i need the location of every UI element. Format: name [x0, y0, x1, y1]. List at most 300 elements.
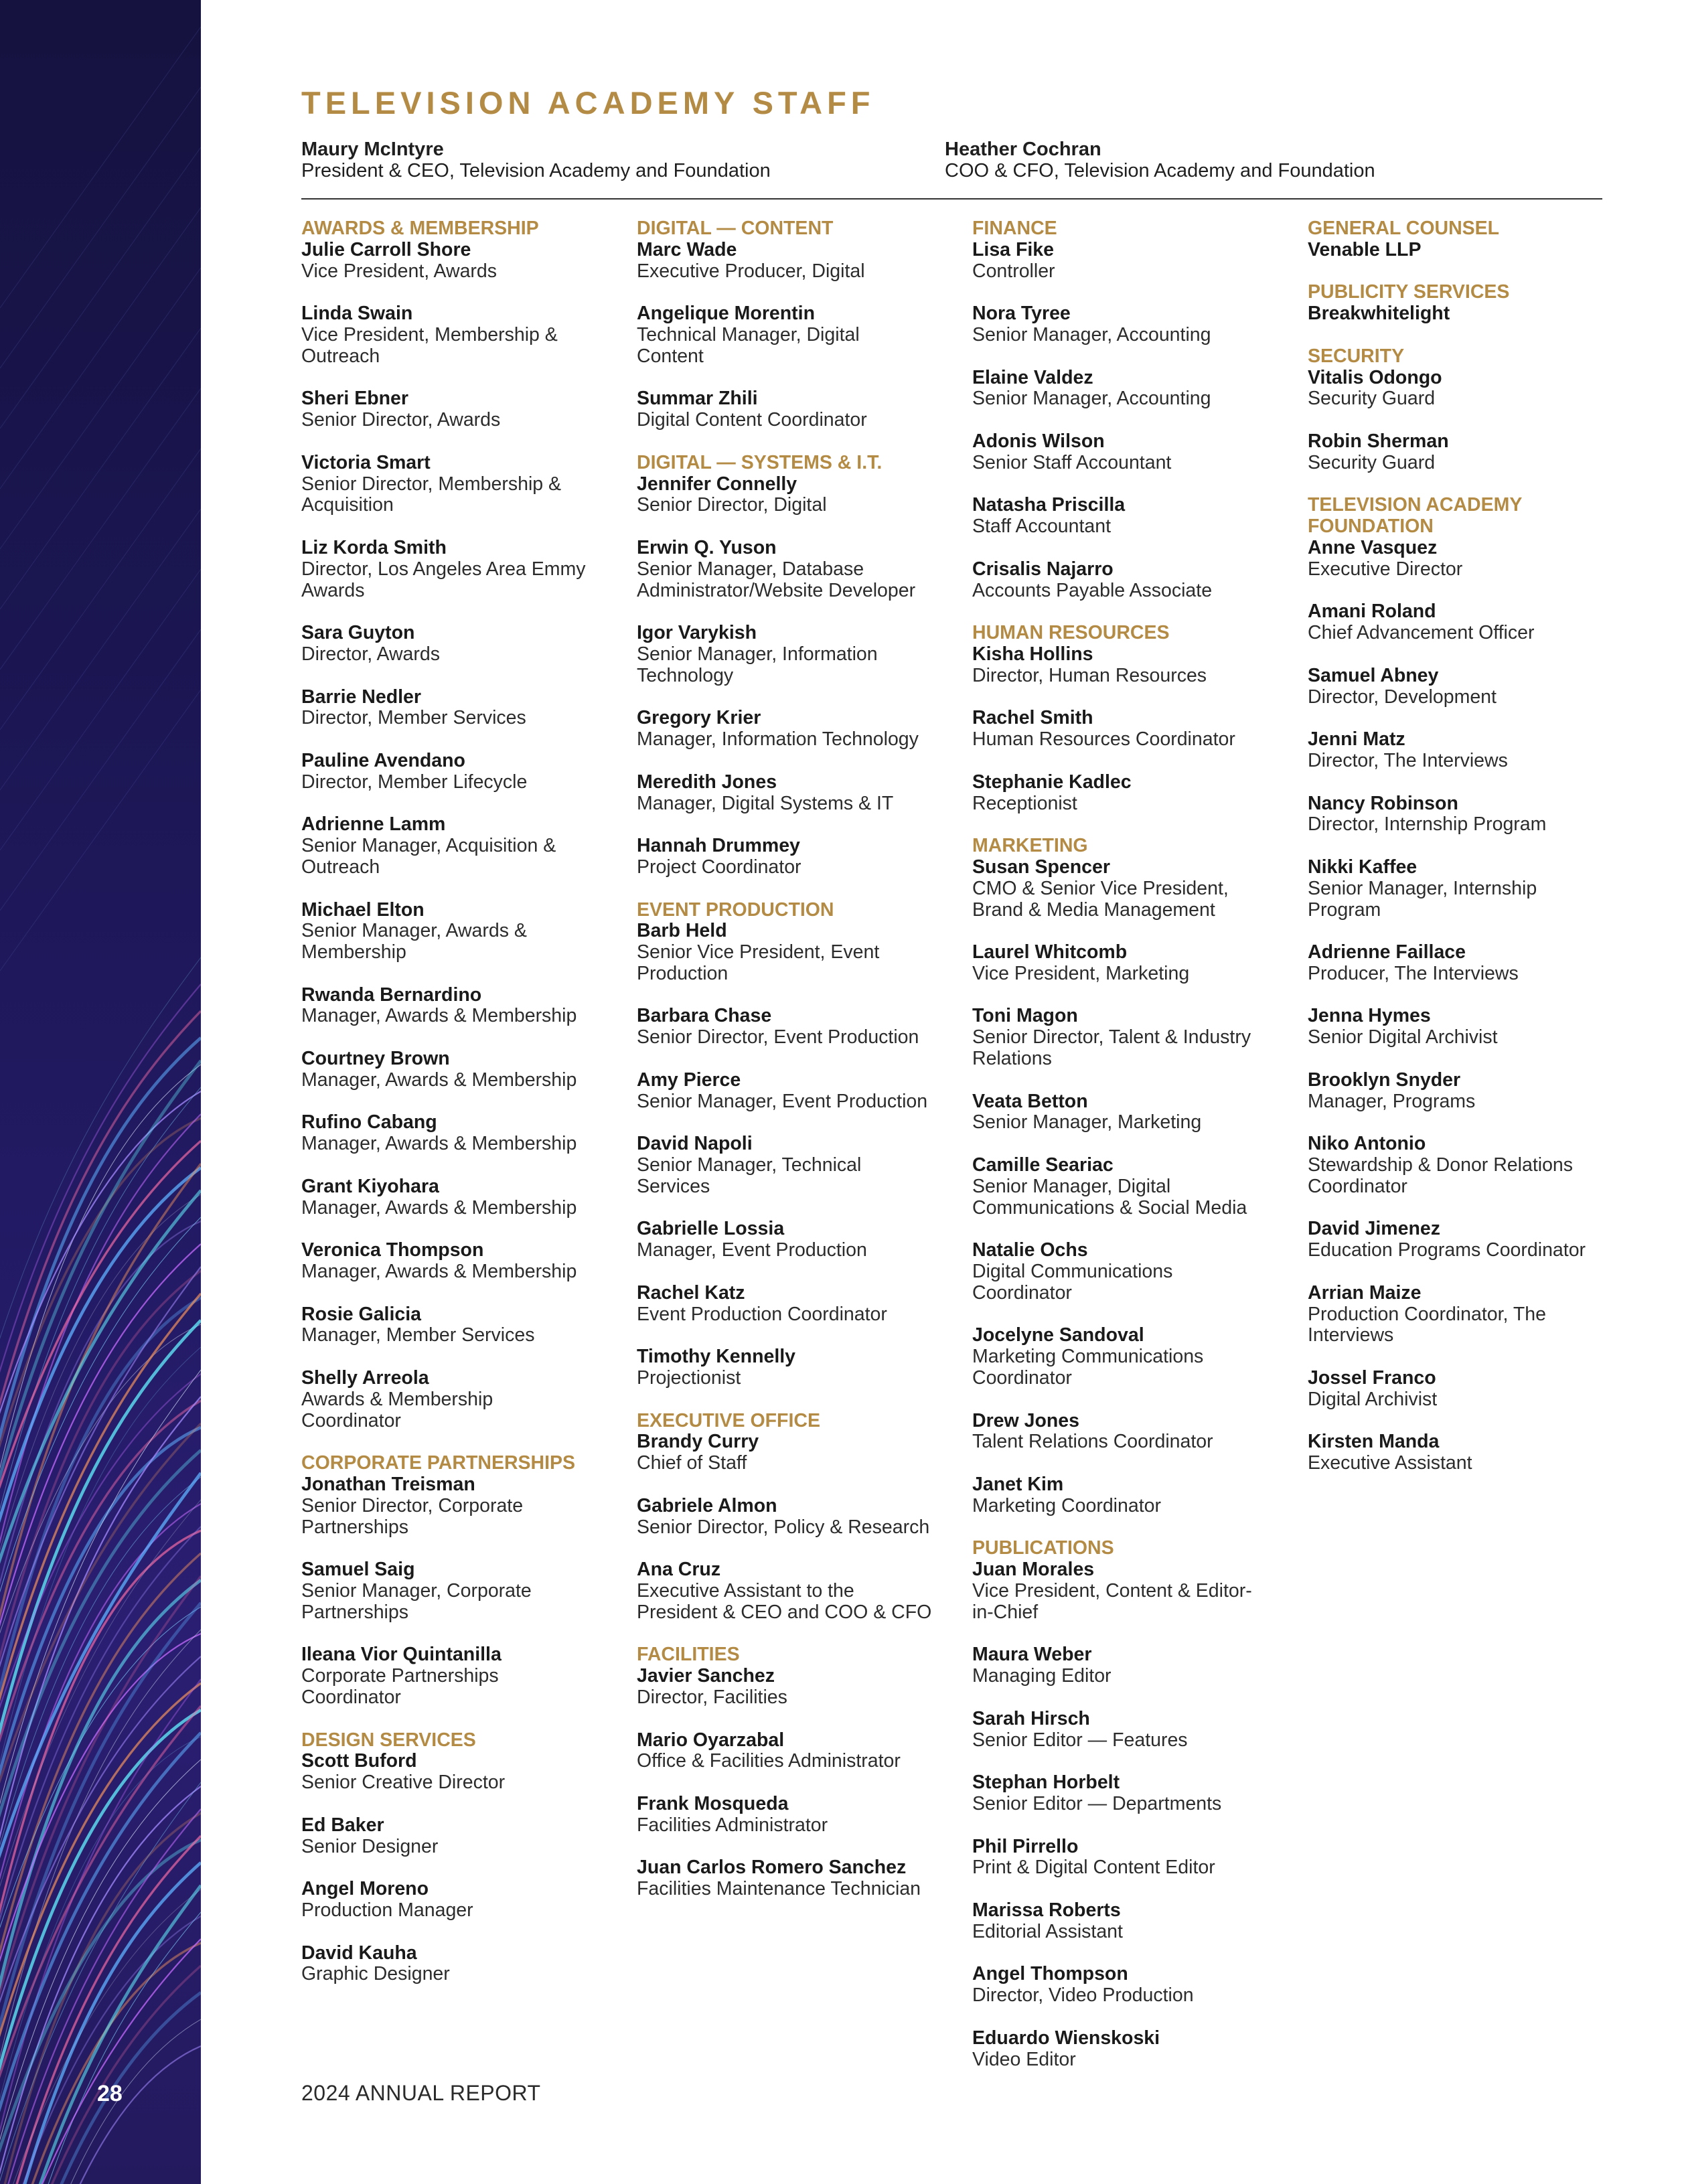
leader-name: Heather Cochran	[945, 139, 1101, 160]
leader-entry	[301, 139, 771, 181]
staff-role: Senior Digital Archivist	[1308, 1026, 1498, 1048]
light-streak	[0, 1244, 201, 1730]
staff-role: Manager, Awards & Membership	[301, 1005, 577, 1027]
light-streak	[0, 449, 201, 730]
department-title: AWARDS & MEMBERSHIP	[301, 218, 539, 239]
staff-role: Program	[1308, 899, 1381, 921]
department-title: DIGITAL — CONTENT	[637, 218, 834, 239]
staff-name: Adonis Wilson	[972, 430, 1105, 452]
staff-entry	[301, 985, 623, 1028]
staff-name: Susan Spencer	[972, 856, 1110, 878]
staff-column	[301, 218, 623, 2007]
staff-entry	[637, 836, 958, 878]
staff-role: Manager, Awards & Membership	[301, 1069, 577, 1091]
staff-role: Production	[637, 962, 729, 984]
staff-entry	[301, 538, 623, 601]
staff-role: Manager, Information Technology	[637, 728, 919, 751]
staff-name: Sara Guyton	[301, 622, 415, 644]
department-title: TELEVISION ACADEMY FOUNDATION	[1308, 494, 1522, 538]
staff-entry	[301, 1474, 623, 1538]
staff-entry	[1308, 538, 1629, 580]
staff-entry	[1308, 1368, 1629, 1411]
staff-role: Manager, Member Services	[301, 1324, 535, 1346]
staff-entry	[301, 623, 623, 666]
staff-name: Brandy Curry	[637, 1431, 759, 1453]
department-section	[637, 453, 958, 878]
staff-role: Marketing Coordinator	[972, 1494, 1161, 1516]
department-title: EVENT PRODUCTION	[637, 899, 834, 921]
staff-name: Scott Buford	[301, 1750, 417, 1772]
staff-name: David Napoli	[637, 1133, 753, 1155]
department-section	[972, 623, 1294, 814]
staff-role: Vice President, Awards	[301, 260, 498, 282]
staff-entry	[972, 1411, 1294, 1454]
staff-entry	[1308, 857, 1629, 921]
staff-role: Senior Director, Talent & Industry	[972, 1026, 1251, 1048]
department-title: PUBLICATIONS	[972, 1537, 1114, 1559]
department-title: EXECUTIVE OFFICE	[637, 1409, 820, 1431]
staff-entry	[1308, 1134, 1629, 1197]
staff-name: Amy Pierce	[637, 1069, 741, 1091]
staff-entry	[1308, 666, 1629, 708]
staff-name: Gregory Krier	[637, 707, 761, 729]
staff-entry	[1308, 1431, 1629, 1474]
staff-role: Graphic Designer	[301, 1963, 450, 1985]
staff-entry	[301, 751, 623, 793]
staff-role: Human Resources Coordinator	[972, 728, 1235, 751]
staff-role: Digital Content Coordinator	[637, 409, 867, 431]
staff-entry	[637, 1134, 958, 1197]
staff-entry	[972, 1091, 1294, 1134]
leader-entry	[945, 139, 1375, 181]
staff-role: Senior Director, Policy & Research	[637, 1516, 930, 1538]
staff-role: Senior Staff Accountant	[972, 451, 1172, 473]
staff-entry	[972, 431, 1294, 474]
staff-entry	[637, 1006, 958, 1048]
staff-role: Director, Facilities	[637, 1686, 787, 1708]
staff-entry	[972, 2028, 1294, 2071]
staff-name: Nora Tyree	[972, 303, 1071, 325]
staff-name: Samuel Abney	[1308, 664, 1439, 686]
staff-entry	[301, 900, 623, 963]
staff-role: Interviews	[1308, 1324, 1394, 1346]
staff-entry	[637, 708, 958, 751]
staff-role: Acquisition	[301, 494, 394, 516]
header-divider	[301, 198, 1602, 200]
staff-entry	[301, 687, 623, 730]
staff-role: Vice President, Content & Editor-	[972, 1580, 1252, 1602]
staff-column	[972, 218, 1294, 2092]
staff-role: Facilities Administrator	[637, 1814, 828, 1836]
staff-name: Meredith Jones	[637, 771, 777, 793]
staff-role: Manager, Awards & Membership	[301, 1261, 577, 1283]
staff-entry	[301, 1815, 623, 1858]
staff-role: Chief Advancement Officer	[1308, 622, 1535, 644]
staff-entry	[972, 1709, 1294, 1751]
staff-name: Erwin Q. Yuson	[637, 536, 777, 558]
staff-role: Technology	[637, 664, 734, 686]
staff-role: Senior Creative Director	[301, 1772, 506, 1794]
staff-role: Partnerships	[301, 1601, 408, 1623]
staff-entry	[637, 623, 958, 686]
staff-name: Javier Sanchez	[637, 1665, 775, 1687]
department-title: FACILITIES	[637, 1644, 740, 1666]
light-streak	[0, 1966, 201, 2184]
department-section	[637, 900, 958, 1389]
staff-role: Coordinator	[1308, 1175, 1407, 1197]
staff-entry	[1308, 240, 1629, 261]
staff-name: Brooklyn Snyder	[1308, 1069, 1461, 1091]
staff-name: Summar Zhili	[637, 388, 758, 410]
department-section	[1308, 346, 1629, 474]
staff-entry	[637, 921, 958, 984]
staff-role: Senior Manager, Awards &	[301, 920, 527, 942]
department-section	[301, 1453, 623, 1709]
staff-name: Jocelyne Sandoval	[972, 1324, 1144, 1346]
report-label: 2024 ANNUAL REPORT	[301, 2081, 541, 2105]
staff-role: Senior Manager, Information	[637, 643, 878, 665]
department-section	[1308, 282, 1629, 325]
staff-role: Administrator/Website Developer	[637, 579, 916, 601]
staff-role: Video Editor	[972, 2048, 1076, 2070]
staff-name: Eduardo Wienskoski	[972, 2027, 1160, 2049]
staff-role: Staff Accountant	[972, 516, 1112, 538]
department-section	[972, 836, 1294, 1517]
staff-entry	[972, 559, 1294, 602]
staff-entry	[1308, 942, 1629, 985]
staff-role: Editorial Assistant	[972, 1920, 1123, 1942]
staff-role: Producer, The Interviews	[1308, 962, 1519, 984]
staff-role: Outreach	[301, 856, 380, 878]
staff-name: Elaine Valdez	[972, 366, 1093, 388]
staff-role: Senior Editor — Features	[972, 1729, 1188, 1751]
light-streak	[0, 27, 201, 308]
staff-entry	[1308, 1006, 1629, 1048]
department-title: PUBLICITY SERVICES	[1308, 281, 1510, 303]
staff-entry	[972, 644, 1294, 687]
staff-entry	[637, 1559, 958, 1623]
department-section	[1308, 495, 1629, 1474]
staff-name: Jenna Hymes	[1308, 1005, 1431, 1027]
staff-role: Membership	[301, 941, 406, 963]
staff-name: Julie Carroll Shore	[301, 238, 471, 260]
staff-role: Production Manager	[301, 1899, 473, 1921]
staff-entry	[301, 1112, 623, 1155]
staff-name: Courtney Brown	[301, 1048, 450, 1070]
staff-entry	[637, 1283, 958, 1326]
staff-name: Kisha Hollins	[972, 643, 1093, 665]
staff-entry	[1308, 303, 1629, 325]
department-section	[1308, 218, 1629, 261]
staff-role: Manager, Awards & Membership	[301, 1196, 577, 1219]
staff-name: Nikki Kaffee	[1308, 856, 1418, 878]
staff-role: Director, Video Production	[972, 1984, 1194, 2007]
staff-name: Michael Elton	[301, 899, 425, 921]
staff-role: Director, The Interviews	[1308, 749, 1508, 771]
staff-name: Barbara Chase	[637, 1005, 772, 1027]
staff-entry	[972, 1772, 1294, 1815]
staff-role: Chief of Staff	[637, 1452, 747, 1474]
staff-role: Senior Manager, Corporate	[301, 1580, 532, 1602]
staff-name: Angel Moreno	[301, 1878, 429, 1900]
staff-role: Office & Facilities Administrator	[637, 1750, 901, 1772]
staff-entry	[972, 942, 1294, 985]
staff-name: Veata Betton	[972, 1090, 1088, 1112]
light-streak	[0, 569, 201, 850]
staff-name: Shelly Arreola	[301, 1367, 429, 1389]
staff-role: Senior Director, Corporate	[301, 1494, 524, 1516]
staff-name: Sheri Ebner	[301, 388, 408, 410]
staff-entry	[972, 1155, 1294, 1219]
staff-role: Communications & Social Media	[972, 1196, 1247, 1219]
staff-role: Education Programs Coordinator	[1308, 1239, 1586, 1261]
department-title: FINANCE	[972, 218, 1057, 239]
staff-role: Senior Manager, Accounting	[972, 388, 1211, 410]
staff-role: Receptionist	[972, 792, 1077, 814]
staff-role: Senior Director, Digital	[637, 494, 827, 516]
staff-name: Victoria Smart	[301, 451, 431, 473]
staff-entry	[301, 1559, 623, 1623]
staff-entry	[1308, 729, 1629, 772]
staff-entry	[301, 1751, 623, 1794]
staff-name: Breakwhitelight	[1308, 303, 1450, 325]
staff-role: Director, Member Lifecycle	[301, 771, 528, 793]
staff-name: Adrienne Faillace	[1308, 941, 1466, 963]
staff-role: Senior Designer	[301, 1835, 439, 1857]
staff-name: Drew Jones	[972, 1409, 1079, 1431]
staff-role: Vice President, Marketing	[972, 962, 1190, 984]
staff-role: Stewardship & Donor Relations	[1308, 1154, 1574, 1176]
staff-column	[1308, 218, 1629, 1496]
staff-role: Director, Internship Program	[1308, 813, 1547, 836]
staff-name: Barb Held	[637, 920, 727, 942]
staff-name: Jossel Franco	[1308, 1367, 1436, 1389]
staff-entry	[637, 772, 958, 815]
staff-name: Phil Pirrello	[972, 1835, 1079, 1857]
staff-entry	[301, 240, 623, 283]
staff-role: Coordinator	[301, 1686, 401, 1708]
staff-name: Kirsten Manda	[1308, 1431, 1440, 1453]
staff-entry	[1308, 1219, 1629, 1261]
staff-role: Director, Member Services	[301, 707, 526, 729]
staff-name: Natasha Priscilla	[972, 494, 1126, 516]
leader-role: President & CEO, Television Academy and Foundation	[301, 160, 771, 181]
staff-role: Talent Relations Coordinator	[972, 1431, 1213, 1453]
staff-role: Security Guard	[1308, 388, 1436, 410]
staff-name: Marissa Roberts	[972, 1899, 1121, 1921]
staff-role: Technical Manager, Digital	[637, 323, 860, 345]
staff-role: Senior Editor — Departments	[972, 1792, 1222, 1814]
staff-entry	[301, 1644, 623, 1708]
light-streaks-graphic	[0, 0, 201, 2184]
staff-role: Coordinator	[972, 1367, 1072, 1389]
staff-name: Vitalis Odongo	[1308, 366, 1442, 388]
staff-role: Accounts Payable Associate	[972, 579, 1213, 601]
light-streak	[0, 208, 201, 489]
staff-role: Production Coordinator, The	[1308, 1303, 1546, 1325]
staff-entry	[301, 388, 623, 431]
staff-entry	[1308, 793, 1629, 836]
staff-name: Rosie Galicia	[301, 1303, 422, 1325]
staff-name: Jennifer Connelly	[637, 473, 797, 495]
staff-role: Director, Human Resources	[972, 664, 1207, 686]
staff-entry	[637, 240, 958, 283]
staff-role: in-Chief	[972, 1601, 1039, 1623]
staff-role: Marketing Communications	[972, 1346, 1204, 1368]
staff-role: Digital Archivist	[1308, 1388, 1438, 1410]
staff-role: Manager, Awards & Membership	[301, 1133, 577, 1155]
light-streak	[0, 147, 201, 428]
staff-entry	[1308, 1070, 1629, 1113]
staff-name: Janet Kim	[972, 1474, 1064, 1496]
staff-entry	[301, 1048, 623, 1091]
staff-name: Maura Weber	[972, 1644, 1092, 1666]
staff-name: Juan Morales	[972, 1559, 1095, 1581]
staff-role: Outreach	[301, 345, 380, 367]
staff-entry	[301, 453, 623, 516]
staff-entry	[637, 1070, 958, 1113]
staff-entry	[972, 303, 1294, 346]
staff-name: Arrian Maize	[1308, 1281, 1422, 1304]
staff-role: Senior Manager, Technical	[637, 1154, 862, 1176]
staff-role: Controller	[972, 260, 1055, 282]
staff-entry	[972, 1006, 1294, 1069]
staff-role: Director, Los Angeles Area Emmy	[301, 558, 586, 580]
light-streak	[0, 388, 201, 670]
staff-role: Security Guard	[1308, 451, 1436, 473]
staff-entry	[972, 1240, 1294, 1304]
staff-name: Jonathan Treisman	[301, 1474, 475, 1496]
light-streak	[0, 1782, 201, 2184]
staff-entry	[637, 1219, 958, 1261]
staff-entry	[637, 1666, 958, 1709]
staff-entry	[637, 1730, 958, 1773]
staff-role: Director, Development	[1308, 686, 1497, 708]
staff-name: Angel Thompson	[972, 1963, 1128, 1985]
staff-entry	[637, 538, 958, 601]
staff-entry	[972, 1325, 1294, 1389]
staff-name: Veronica Thompson	[301, 1239, 484, 1261]
staff-role: Senior Manager, Accounting	[972, 323, 1211, 345]
staff-name: Venable LLP	[1308, 238, 1422, 260]
staff-name: Angelique Morentin	[637, 303, 815, 325]
staff-entry	[972, 1837, 1294, 1879]
staff-name: Lisa Fike	[972, 238, 1054, 260]
staff-entry	[637, 388, 958, 431]
staff-name: Rufino Cabang	[301, 1111, 437, 1134]
department-section	[301, 218, 623, 1431]
staff-role: Event Production Coordinator	[637, 1303, 887, 1325]
department-section	[637, 1644, 958, 1900]
staff-name: Linda Swain	[301, 303, 413, 325]
light-streak	[0, 87, 201, 368]
staff-name: Camille Seariac	[972, 1154, 1114, 1176]
staff-name: Nancy Robinson	[1308, 792, 1458, 814]
staff-role: Executive Assistant	[1308, 1452, 1472, 1474]
staff-entry	[301, 1240, 623, 1283]
staff-role: Senior Vice President, Event	[637, 941, 880, 963]
staff-entry	[1308, 1283, 1629, 1346]
staff-entry	[972, 772, 1294, 815]
light-streak	[0, 1836, 201, 2184]
staff-entry	[637, 1346, 958, 1389]
staff-entry	[972, 857, 1294, 921]
staff-entry	[1308, 368, 1629, 410]
staff-role: Executive Assistant to the	[637, 1580, 854, 1602]
staff-name: Juan Carlos Romero Sanchez	[637, 1857, 907, 1879]
leader-name: Maury McIntyre	[301, 139, 444, 160]
leader-role: COO & CFO, Television Academy and Foundation	[945, 160, 1375, 181]
staff-role: Relations	[972, 1048, 1052, 1070]
staff-role: Senior Manager, Database	[637, 558, 864, 580]
staff-entry	[301, 814, 623, 878]
staff-name: Stephanie Kadlec	[972, 771, 1132, 793]
staff-entry	[301, 1368, 623, 1431]
staff-role: Manager, Event Production	[637, 1239, 867, 1261]
staff-entry	[972, 368, 1294, 410]
department-title: DIGITAL — SYSTEMS & I.T.	[637, 451, 883, 473]
staff-role: Coordinator	[972, 1281, 1072, 1304]
page-number: 28	[97, 2081, 123, 2106]
staff-entry	[637, 1794, 958, 1837]
staff-role: Vice President, Membership &	[301, 323, 558, 345]
staff-name: Ana Cruz	[637, 1559, 721, 1581]
staff-role: Senior Manager, Internship	[1308, 877, 1537, 899]
staff-name: Toni Magon	[972, 1005, 1078, 1027]
staff-role: Senior Director, Awards	[301, 409, 501, 431]
staff-role: Senior Manager, Marketing	[972, 1111, 1202, 1134]
light-streak	[0, 509, 201, 790]
staff-name: Amani Roland	[1308, 601, 1436, 623]
staff-entry	[972, 1474, 1294, 1517]
staff-entry	[1308, 431, 1629, 474]
staff-entry	[637, 303, 958, 367]
department-section	[972, 1538, 1294, 2070]
staff-role: Coordinator	[301, 1409, 401, 1431]
staff-role: Executive Director	[1308, 558, 1463, 580]
staff-entry	[972, 1964, 1294, 2007]
staff-name: Jenni Matz	[1308, 728, 1405, 751]
staff-role: Facilities Maintenance Technician	[637, 1878, 921, 1900]
department-section	[637, 218, 958, 431]
staff-role: Senior Director, Event Production	[637, 1026, 919, 1048]
staff-name: Hannah Drummey	[637, 835, 800, 857]
staff-entry	[1308, 601, 1629, 644]
staff-name: Ed Baker	[301, 1814, 384, 1836]
staff-entry	[301, 1943, 623, 1986]
staff-entry	[972, 1559, 1294, 1623]
staff-name: Pauline Avendano	[301, 749, 465, 771]
staff-entry	[301, 1879, 623, 1922]
staff-entry	[972, 1900, 1294, 1943]
staff-role: President & CEO and COO & CFO	[637, 1601, 932, 1623]
staff-name: Mario Oyarzabal	[637, 1729, 785, 1751]
staff-column	[637, 218, 958, 1922]
staff-role: Digital Communications	[972, 1261, 1173, 1283]
staff-name: Natalie Ochs	[972, 1239, 1088, 1261]
staff-entry	[301, 1304, 623, 1347]
department-title: DESIGN SERVICES	[301, 1729, 476, 1751]
staff-name: Samuel Saig	[301, 1559, 415, 1581]
staff-name: Niko Antonio	[1308, 1133, 1426, 1155]
staff-name: Sarah Hirsch	[972, 1707, 1090, 1729]
staff-name: Igor Varykish	[637, 622, 757, 644]
department-title: SECURITY	[1308, 345, 1405, 367]
staff-role: Senior Manager, Digital	[972, 1175, 1171, 1197]
staff-entry	[637, 1431, 958, 1474]
department-section	[301, 1730, 623, 1986]
staff-entry	[301, 1176, 623, 1219]
